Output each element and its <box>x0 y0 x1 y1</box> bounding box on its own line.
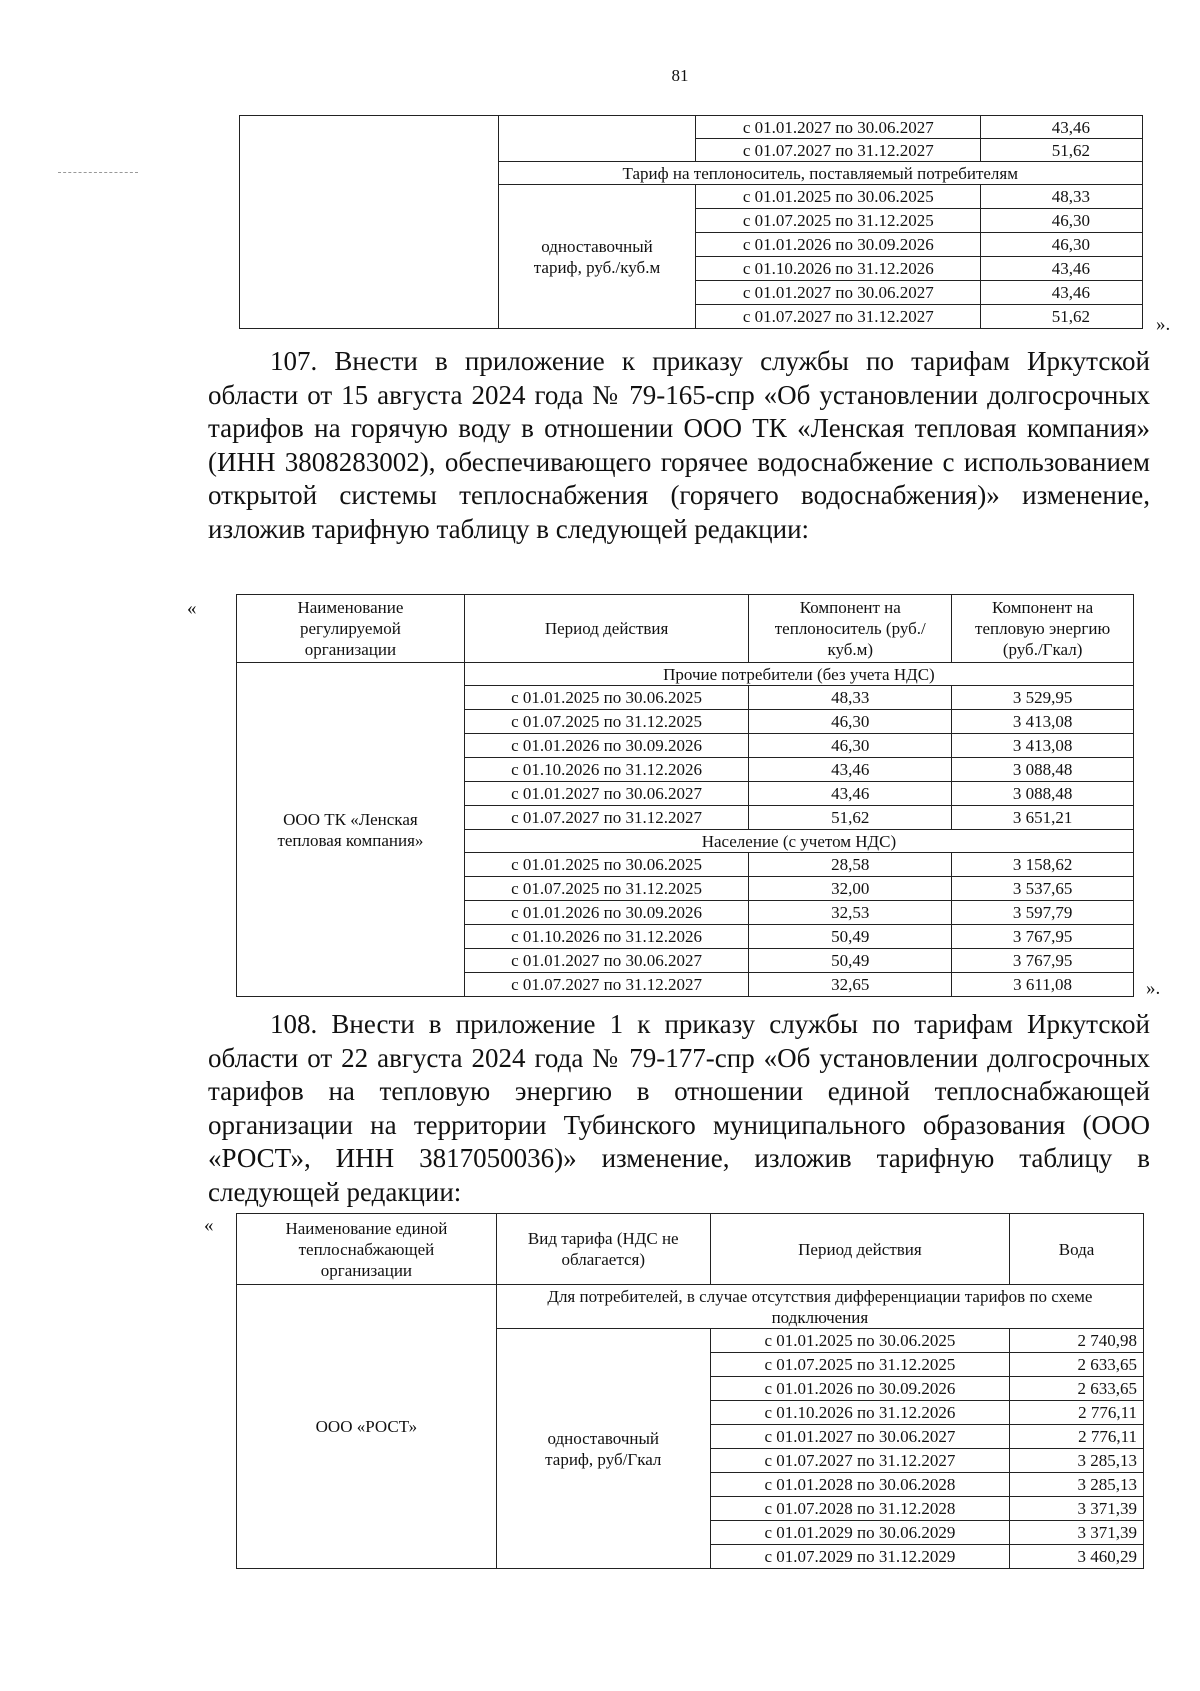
paragraph-107-text: 107. Внести в приложение к приказу службы по тарифам Иркутской области от 15 августа 2024 года № 79-165-спр «Об установлении долгосрочных тарифов на горячую воду в отношении ООО ТК «Ленская тепловая компания» (ИНН 3808283002), обеспечивающего горячее водоснабжение с использованием открытой системы теплоснабжения (горячего водоснабжения)» изменение, изложив тарифную таблицу в следующей редакции: <box>208 346 1150 544</box>
value-cell: 46,30 <box>981 233 1143 257</box>
value-cell: 2 740,98 <box>1010 1329 1144 1353</box>
carrier-cell: 43,46 <box>749 758 952 782</box>
value-cell: 46,30 <box>981 209 1143 233</box>
period-cell: с 01.01.2026 по 30.09.2026 <box>710 1377 1009 1401</box>
period-cell: с 01.01.2026 по 30.09.2026 <box>696 233 981 257</box>
tariff-table-lenskaya <box>236 594 1134 997</box>
empty-org-cell <box>240 116 499 329</box>
carrier-cell: 43,46 <box>749 782 952 806</box>
value-cell: 51,62 <box>981 139 1143 162</box>
header-org: Наименование регулируемой организации <box>237 595 465 663</box>
period-cell: с 01.01.2027 по 30.06.2027 <box>696 116 981 139</box>
value-cell: 2 776,11 <box>1010 1425 1144 1449</box>
carrier-cell: 32,65 <box>749 973 952 997</box>
energy-cell: 3 158,62 <box>952 853 1134 877</box>
paragraph-107 <box>208 345 1150 547</box>
value-cell: 3 460,29 <box>1010 1545 1144 1569</box>
carrier-cell: 32,53 <box>749 901 952 925</box>
paragraph-108 <box>208 1008 1150 1210</box>
energy-cell: 3 767,95 <box>952 949 1134 973</box>
tariff-type-cell: одноставочный тариф, руб/Гкал <box>496 1329 710 1569</box>
value-cell: 3 285,13 <box>1010 1449 1144 1473</box>
page-number: 81 <box>671 66 689 85</box>
section-heading: Тариф на теплоноситель, поставляемый потребителям <box>498 162 1142 185</box>
carrier-cell: 46,30 <box>749 734 952 758</box>
closing-quote: ». <box>1146 978 1161 999</box>
period-cell: с 01.10.2026 по 31.12.2026 <box>696 257 981 281</box>
carrier-cell: 50,49 <box>749 949 952 973</box>
value-cell: 43,46 <box>981 116 1143 139</box>
opening-quote: « <box>187 598 197 619</box>
empty-type-cell <box>498 116 696 162</box>
value-cell: 2 633,65 <box>1010 1353 1144 1377</box>
tariff-table-continued <box>239 115 1143 329</box>
org-name-cell: ООО «РОСТ» <box>237 1285 497 1569</box>
value-cell: 51,62 <box>981 305 1143 329</box>
value-cell: 43,46 <box>981 257 1143 281</box>
period-cell: с 01.10.2026 по 31.12.2026 <box>710 1401 1009 1425</box>
period-cell: с 01.07.2025 по 31.12.2025 <box>696 209 981 233</box>
header-carrier: Компонент на теплоноситель (руб./куб.м) <box>749 595 952 663</box>
period-cell: с 01.01.2027 по 30.06.2027 <box>464 782 749 806</box>
energy-cell: 3 413,08 <box>952 710 1134 734</box>
value-cell: 43,46 <box>981 281 1143 305</box>
period-cell: с 01.07.2025 по 31.12.2025 <box>710 1353 1009 1377</box>
tariff-type-cell: одноставочный тариф, руб./куб.м <box>498 185 696 329</box>
period-cell: с 01.01.2029 по 30.06.2029 <box>710 1521 1009 1545</box>
header-org: Наименование единой теплоснабжающей организации <box>237 1214 497 1285</box>
period-cell: с 01.07.2028 по 31.12.2028 <box>710 1497 1009 1521</box>
value-cell: 3 371,39 <box>1010 1497 1144 1521</box>
energy-cell: 3 413,08 <box>952 734 1134 758</box>
energy-cell: 3 088,48 <box>952 782 1134 806</box>
period-cell: с 01.01.2028 по 30.06.2028 <box>710 1473 1009 1497</box>
period-cell: с 01.10.2026 по 31.12.2026 <box>464 925 749 949</box>
period-cell: с 01.01.2025 по 30.06.2025 <box>696 185 981 209</box>
carrier-cell: 48,33 <box>749 686 952 710</box>
tariff-table-rost <box>236 1213 1144 1569</box>
closing-quote: ». <box>1156 314 1171 335</box>
carrier-cell: 51,62 <box>749 806 952 830</box>
section-heading: Прочие потребители (без учета НДС) <box>464 663 1133 686</box>
energy-cell: 3 767,95 <box>952 925 1134 949</box>
period-cell: с 01.01.2027 по 30.06.2027 <box>464 949 749 973</box>
header-type: Вид тарифа (НДС не облагается) <box>496 1214 710 1285</box>
period-cell: с 01.01.2025 по 30.06.2025 <box>464 686 749 710</box>
energy-cell: 3 611,08 <box>952 973 1134 997</box>
period-cell: с 01.07.2025 по 31.12.2025 <box>464 710 749 734</box>
period-cell: с 01.01.2025 по 30.06.2025 <box>710 1329 1009 1353</box>
value-cell: 2 776,11 <box>1010 1401 1144 1425</box>
energy-cell: 3 651,21 <box>952 806 1134 830</box>
period-cell: с 01.07.2027 по 31.12.2027 <box>696 139 981 162</box>
carrier-cell: 46,30 <box>749 710 952 734</box>
period-cell: с 01.07.2029 по 31.12.2029 <box>710 1545 1009 1569</box>
value-cell: 48,33 <box>981 185 1143 209</box>
header-period: Период действия <box>464 595 749 663</box>
header-water: Вода <box>1010 1214 1144 1285</box>
period-cell: с 01.07.2027 по 31.12.2027 <box>696 305 981 329</box>
paragraph-108-text: 108. Внести в приложение 1 к приказу службы по тарифам Иркутской области от 22 августа 2024 года № 79-177-спр «Об установлении долгосрочных тарифов на тепловую энергию в отношении единой теплоснабжающей организации на территории Тубинского муниципального образования (ООО «РОСТ», ИНН 3817050036)» изменение, изложив тарифную таблицу в следующей редакции: <box>208 1009 1150 1207</box>
opening-quote: « <box>204 1215 214 1236</box>
section-heading: Для потребителей, в случае отсутствия дифференциации тарифов по схеме подключения <box>496 1285 1143 1329</box>
period-cell: с 01.01.2027 по 30.06.2027 <box>710 1425 1009 1449</box>
energy-cell: 3 529,95 <box>952 686 1134 710</box>
value-cell: 2 633,65 <box>1010 1377 1144 1401</box>
carrier-cell: 28,58 <box>749 853 952 877</box>
carrier-cell: 50,49 <box>749 925 952 949</box>
period-cell: с 01.07.2027 по 31.12.2027 <box>710 1449 1009 1473</box>
energy-cell: 3 597,79 <box>952 901 1134 925</box>
header-energy: Компонент на тепловую энергию (руб./Гкал) <box>952 595 1134 663</box>
org-name-cell: ООО ТК «Ленская тепловая компания» <box>237 663 465 997</box>
period-cell: с 01.01.2025 по 30.06.2025 <box>464 853 749 877</box>
value-cell: 3 285,13 <box>1010 1473 1144 1497</box>
period-cell: с 01.01.2027 по 30.06.2027 <box>696 281 981 305</box>
header-period: Период действия <box>710 1214 1009 1285</box>
energy-cell: 3 088,48 <box>952 758 1134 782</box>
value-cell: 3 371,39 <box>1010 1521 1144 1545</box>
period-cell: с 01.07.2027 по 31.12.2027 <box>464 973 749 997</box>
carrier-cell: 32,00 <box>749 877 952 901</box>
energy-cell: 3 537,65 <box>952 877 1134 901</box>
period-cell: с 01.10.2026 по 31.12.2026 <box>464 758 749 782</box>
period-cell: с 01.07.2025 по 31.12.2025 <box>464 877 749 901</box>
period-cell: с 01.07.2027 по 31.12.2027 <box>464 806 749 830</box>
section-heading: Население (с учетом НДС) <box>464 830 1133 853</box>
scan-mark <box>58 172 138 174</box>
period-cell: с 01.01.2026 по 30.09.2026 <box>464 901 749 925</box>
period-cell: с 01.01.2026 по 30.09.2026 <box>464 734 749 758</box>
